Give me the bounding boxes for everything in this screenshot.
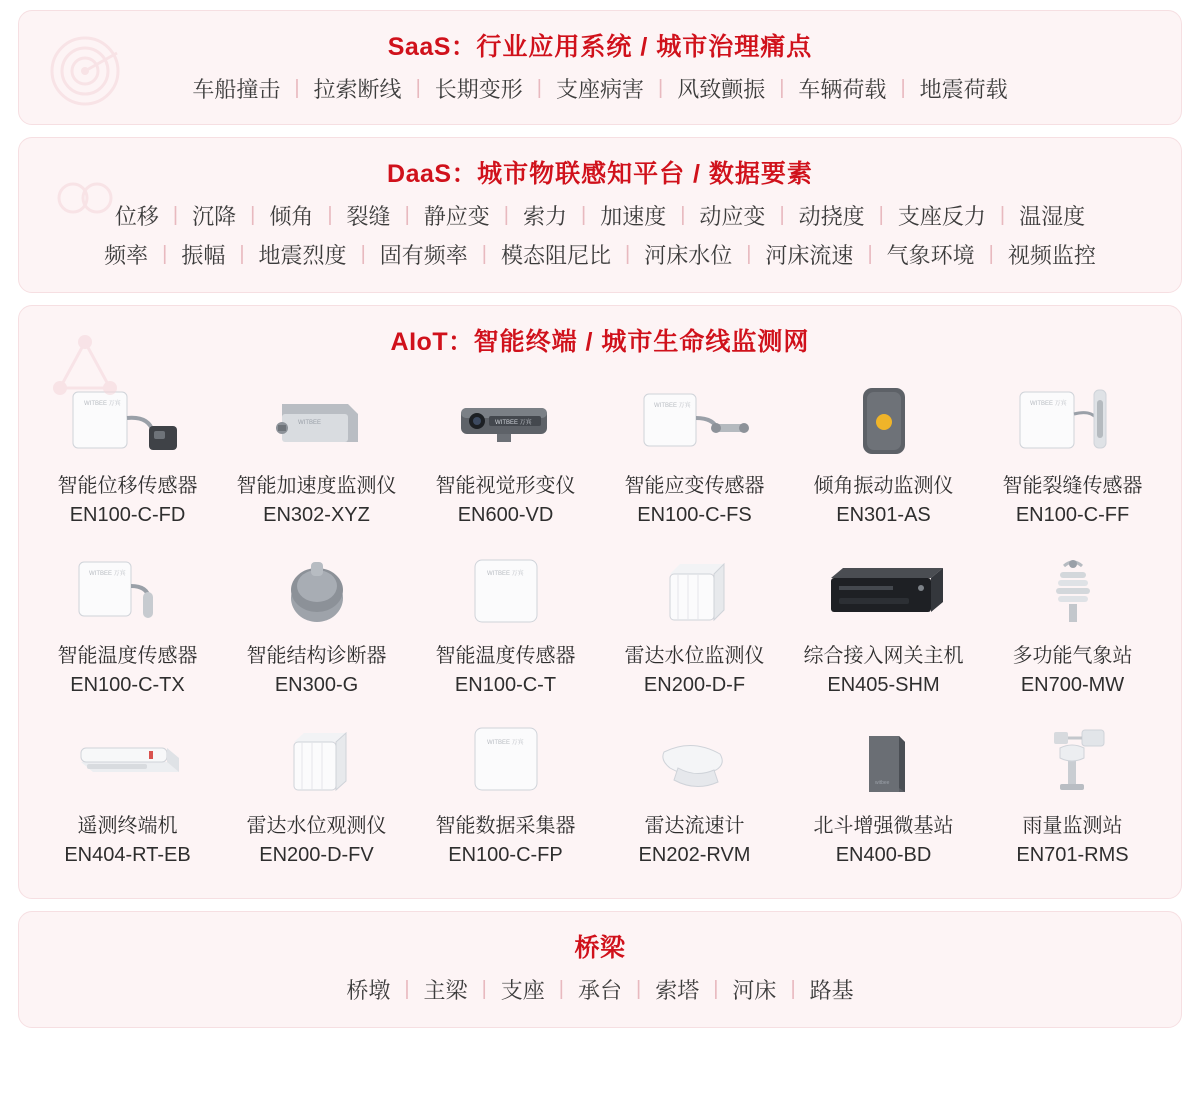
device-model: EN200-D-F [643, 674, 746, 696]
radar-level-observer-icon [242, 718, 392, 804]
tag-separator: | [867, 243, 873, 265]
tag-separator: | [658, 77, 664, 99]
tag-separator: | [999, 204, 1006, 226]
bridge-tag-2[interactable]: 支座 [500, 978, 545, 1003]
daas-tag-r1-5[interactable]: 索力 [522, 204, 567, 229]
device-name: 遥测终端机 [77, 815, 178, 837]
saas-tag-5[interactable]: 车辆荷载 [798, 77, 887, 102]
device-model: EN400-BD [835, 844, 932, 866]
tag-separator: | [558, 978, 564, 1000]
daas-tag-r1-1[interactable]: 沉降 [192, 204, 237, 229]
saas-tag-3[interactable]: 支座病害 [555, 77, 644, 102]
beidou-microstation-icon [809, 718, 959, 804]
device-card[interactable] [33, 372, 222, 542]
device-card[interactable] [789, 542, 978, 712]
gateway-rack-icon [809, 548, 959, 634]
saas-title-prefix: SaaS： [387, 33, 477, 61]
daas-tag-r2-2[interactable]: 地震烈度 [258, 243, 347, 268]
tag-separator: | [239, 243, 245, 265]
svg-text:WITBEE 万宾: WITBEE 万宾 [486, 740, 524, 746]
data-collector-icon [431, 718, 581, 804]
device-model: EN600-VD [457, 504, 554, 526]
bridge-tag-5[interactable]: 河床 [732, 978, 777, 1003]
tilt-vibration-icon [809, 378, 959, 464]
device-model: EN701-RMS [1016, 844, 1129, 866]
device-model: EN100-C-FD [69, 504, 186, 526]
device-name: 智能位移传感器 [57, 475, 198, 497]
tag-separator: | [481, 978, 487, 1000]
device-model: EN404-RT-EB [64, 844, 191, 866]
device-model: EN100-C-FS [637, 504, 752, 526]
temperature-panel-icon [431, 548, 581, 634]
rain-gauge-icon [998, 718, 1148, 804]
device-name: 倾角振动监测仪 [813, 475, 954, 497]
daas-tag-r1-3[interactable]: 裂缝 [346, 204, 391, 229]
device-model: EN100-C-FP [448, 844, 563, 866]
device-card[interactable] [411, 712, 600, 882]
telemetry-terminal-icon [53, 718, 203, 804]
daas-tag-r1-10[interactable]: 温湿度 [1019, 204, 1086, 229]
tag-separator: | [415, 77, 421, 99]
tag-separator: | [250, 204, 256, 226]
device-name: 智能应变传感器 [624, 475, 765, 497]
displacement-sensor-icon [53, 378, 203, 464]
bridge-tag-row [19, 970, 1181, 1009]
tag-separator: | [746, 243, 752, 265]
bridge-tag-4[interactable]: 索塔 [655, 978, 700, 1003]
device-name: 雷达水位观测仪 [246, 815, 387, 837]
device-card[interactable] [222, 542, 411, 712]
saas-panel [18, 10, 1182, 125]
daas-tag-r1-0[interactable]: 位移 [114, 204, 159, 229]
temperature-sensor-icon [53, 548, 203, 634]
tag-separator: | [636, 978, 642, 1000]
tag-separator: | [404, 978, 410, 1000]
daas-tag-row-2 [19, 235, 1181, 274]
radar-flowmeter-icon [620, 718, 770, 804]
tag-separator: | [988, 243, 994, 265]
device-name: 雷达流速计 [644, 815, 745, 837]
tag-separator: | [625, 243, 631, 265]
bridge-title: 桥梁 [574, 934, 626, 962]
device-name: 智能裂缝传感器 [1002, 475, 1143, 497]
device-model: EN202-RVM [638, 844, 751, 866]
weather-station-icon [998, 548, 1148, 634]
tag-separator: | [713, 978, 719, 1000]
tag-separator: | [779, 77, 785, 99]
device-model: EN302-XYZ [263, 504, 370, 526]
saas-tag-4[interactable]: 风致颤振 [677, 77, 766, 102]
device-model: EN700-MW [1020, 674, 1125, 696]
device-card[interactable] [222, 712, 411, 882]
device-model: EN405-SHM [827, 674, 940, 696]
device-grid [19, 364, 1181, 888]
daas-tag-r2-7[interactable]: 气象环境 [886, 243, 975, 268]
device-name: 智能温度传感器 [435, 645, 576, 667]
tag-separator: | [360, 243, 366, 265]
device-model: EN100-C-FF [1015, 504, 1130, 526]
device-card[interactable] [789, 712, 978, 882]
device-card[interactable] [33, 542, 222, 712]
bridge-tag-3[interactable]: 承台 [577, 978, 622, 1003]
svg-text:WITBEE 万宾: WITBEE 万宾 [88, 571, 126, 577]
device-name: 智能视觉形变仪 [435, 475, 576, 497]
tag-separator: | [404, 204, 410, 226]
saas-tag-row [19, 69, 1181, 108]
daas-tag-r1-4[interactable]: 静应变 [423, 204, 490, 229]
bridge-tag-6[interactable]: 路基 [809, 978, 854, 1003]
device-model: EN200-D-FV [259, 844, 374, 866]
radar-level-icon [620, 548, 770, 634]
saas-tag-0[interactable]: 车船撞击 [192, 77, 281, 102]
tag-separator: | [503, 204, 509, 226]
svg-text:WITBEE 万宾: WITBEE 万宾 [486, 571, 524, 577]
daas-tag-r1-7[interactable]: 动应变 [699, 204, 766, 229]
device-model: EN100-C-T [454, 674, 557, 696]
svg-text:WITBEE: WITBEE [297, 420, 321, 426]
aiot-panel [18, 305, 1182, 899]
daas-tag-r2-5[interactable]: 河床水位 [644, 243, 733, 268]
device-card[interactable] [978, 542, 1167, 712]
device-name: 综合接入网关主机 [803, 645, 964, 667]
daas-tag-r1-2[interactable]: 倾角 [269, 204, 314, 229]
tag-separator: | [294, 77, 300, 99]
bridge-tag-1[interactable]: 主梁 [423, 978, 468, 1003]
device-card[interactable] [411, 542, 600, 712]
vision-camera-icon [431, 378, 581, 464]
device-name: 雷达水位监测仪 [624, 645, 765, 667]
tag-separator: | [680, 204, 686, 226]
device-model: EN301-AS [836, 504, 931, 526]
structure-diagnoser-icon [242, 548, 392, 634]
tag-separator: | [790, 978, 796, 1000]
tag-separator: | [581, 204, 587, 226]
tag-separator: | [162, 243, 168, 265]
tag-separator: | [900, 77, 906, 99]
svg-text:WITBEE 万宾: WITBEE 万宾 [1029, 401, 1067, 407]
device-name: 智能加速度监测仪 [236, 475, 397, 497]
device-card[interactable] [978, 712, 1167, 882]
saas-title-main: 行业应用系统 / 城市治理痛点 [476, 33, 813, 61]
daas-title [19, 138, 1181, 196]
device-model: EN300-G [274, 674, 359, 696]
daas-tag-r1-9[interactable]: 支座反力 [897, 204, 986, 229]
bridge-tag-0[interactable]: 桥墩 [346, 978, 391, 1003]
tag-separator: | [779, 204, 785, 226]
aiot-title-prefix: AIoT： [390, 328, 474, 356]
strain-sensor-icon [620, 378, 770, 464]
device-name: 北斗增强微基站 [813, 815, 954, 837]
tag-separator: | [481, 243, 487, 265]
device-card[interactable] [600, 372, 789, 542]
device-card[interactable] [411, 372, 600, 542]
daas-tag-r1-6[interactable]: 加速度 [600, 204, 667, 229]
daas-tag-r2-0[interactable]: 频率 [104, 243, 149, 268]
saas-title [19, 11, 1181, 69]
crack-sensor-icon [998, 378, 1148, 464]
device-card[interactable] [600, 542, 789, 712]
svg-text:witbee: witbee [874, 780, 889, 786]
accelerometer-box-icon [242, 378, 392, 464]
device-card[interactable] [978, 372, 1167, 542]
daas-panel [18, 137, 1182, 293]
device-name: 智能数据采集器 [435, 815, 576, 837]
daas-tag-r2-6[interactable]: 河床流速 [765, 243, 854, 268]
svg-text:WITBEE 万宾: WITBEE 万宾 [494, 420, 532, 426]
device-name: 智能结构诊断器 [246, 645, 387, 667]
device-model: EN100-C-TX [70, 674, 185, 696]
device-card[interactable] [33, 712, 222, 882]
saas-tag-2[interactable]: 长期变形 [434, 77, 523, 102]
daas-tag-r2-3[interactable]: 固有频率 [379, 243, 468, 268]
saas-tag-1[interactable]: 拉索断线 [313, 77, 402, 102]
device-card[interactable] [222, 372, 411, 542]
device-name: 雨量监测站 [1022, 815, 1123, 837]
device-card[interactable] [600, 712, 789, 882]
aiot-title [19, 306, 1181, 364]
tag-separator: | [327, 204, 333, 226]
aiot-title-main: 智能终端 / 城市生命线监测网 [473, 328, 810, 356]
daas-tag-row-1 [19, 196, 1181, 235]
device-name: 智能温度传感器 [57, 645, 198, 667]
daas-tag-r1-8[interactable]: 动挠度 [798, 204, 865, 229]
bridge-panel [18, 911, 1182, 1028]
daas-title-main: 城市物联感知平台 / 数据要素 [477, 160, 813, 188]
tag-separator: | [536, 77, 542, 99]
saas-tag-6[interactable]: 地震荷载 [919, 77, 1008, 102]
daas-tag-r2-8[interactable]: 视频监控 [1007, 243, 1096, 268]
tag-separator: | [172, 204, 179, 226]
daas-tag-r2-4[interactable]: 模态阻尼比 [500, 243, 611, 268]
daas-tag-r2-1[interactable]: 振幅 [181, 243, 226, 268]
daas-title-prefix: DaaS： [387, 160, 478, 188]
svg-text:WITBEE 万宾: WITBEE 万宾 [653, 403, 691, 409]
svg-text:WITBEE 万宾: WITBEE 万宾 [83, 401, 121, 407]
device-name: 多功能气象站 [1012, 645, 1133, 667]
tag-separator: | [878, 204, 884, 226]
device-card[interactable] [789, 372, 978, 542]
